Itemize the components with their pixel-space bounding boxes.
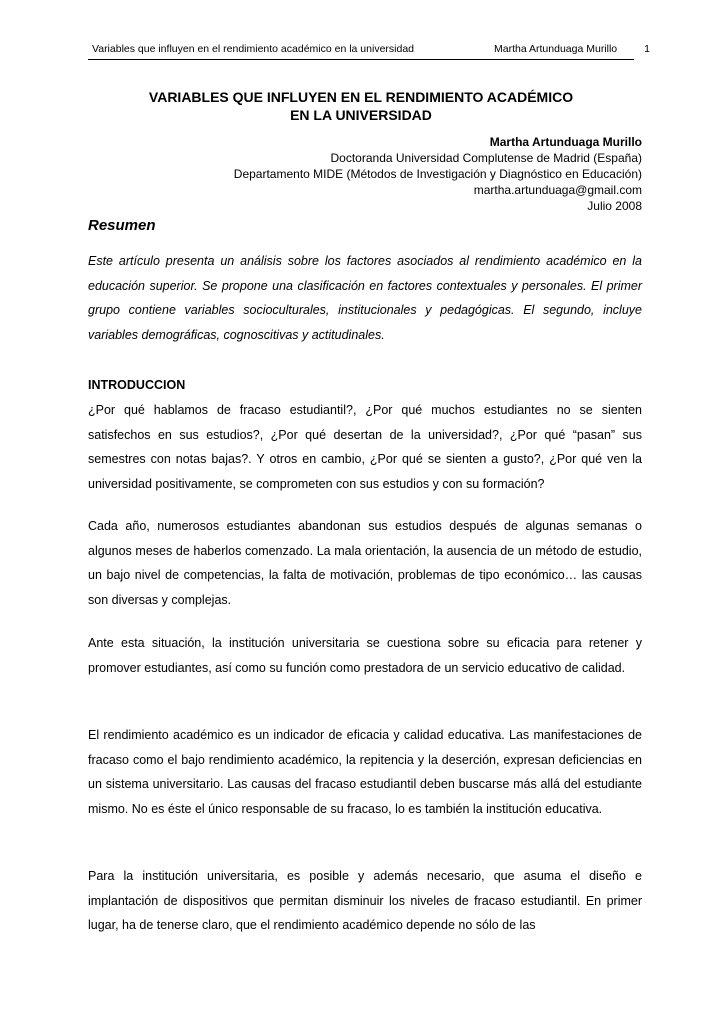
abstract-text: Este artículo presenta un análisis sobre los factores asociados al rendimiento académico en la educación superior. Se propone una clasificación en factores contextuales y personales. El primer grupo contiene variables socioculturales, institucionales y pedagógicas. El segundo, incluye variables demográficas, cognoscitivas y actitudinales. (88, 254, 642, 342)
author-name: Martha Artunduaga Murillo (489, 135, 642, 149)
running-title: Variables que influyen en el rendimiento académico en la universidad (92, 43, 415, 55)
paragraph: Para la institución universitaria, es posible y además necesario, que asuma el diseño e implantación de dispositivos que permitan disminuir los niveles de fracaso estudiantil. En primer lugar, ha de tenerse claro, que el rendimiento académico depende no sólo de las (88, 869, 642, 932)
publication-date: Julio 2008 (587, 199, 642, 213)
paragraph: El rendimiento académico es un indicador de eficacia y calidad educativa. Las manifestaciones de fracaso como el bajo rendimiento académico, la repitencia y la deserción, expresan deficiencias en un sistema universitario. Las causas del fracaso estudiantil deben buscarse más allá del estudiante mismo. No es éste el único responsable de su fracaso, lo es también la institución educativa. (88, 728, 642, 816)
paragraph: Ante esta situación, la institución universitaria se cuestiona sobre su eficacia para retener y promover estudiantes, así como su función como prestadora de un servicio educativo de calidad. (88, 636, 642, 675)
author-department: Departamento MIDE (Métodos de Investigación y Diagnóstico en Educación) (233, 167, 642, 181)
running-author: Martha Artunduaga Murillo (494, 43, 618, 55)
author-position: Doctoranda Universidad Complutense de Madrid (España) (330, 151, 642, 165)
header-rule (88, 59, 634, 60)
author-block (96, 134, 642, 214)
page-number: 1 (644, 43, 650, 55)
paragraph: Cada año, numerosos estudiantes abandonan sus estudios después de algunas semanas o algunos meses de haberlos comenzado. La mala orientación, la ausencia de un método de estudio, un bajo nivel de competencias, la falta de motivación, problemas de tipo económico… las causas son diversas y complejas. (88, 519, 642, 607)
abstract-heading: Resumen (88, 217, 156, 234)
paper-title (88, 88, 634, 124)
introduction-heading: INTRODUCCION (88, 378, 186, 392)
title-line-2: EN LA UNIVERSIDAD (290, 107, 432, 123)
author-email: martha.artunduaga@gmail.com (473, 183, 642, 197)
paragraph: ¿Por qué hablamos de fracaso estudiantil?, ¿Por qué muchos estudiantes no se sienten satisfechos en sus estudios?, ¿Por qué desertan de la universidad?, ¿Por qué “pasan” sus semestres con notas bajas?. Y otros en cambio, ¿Por qué se sienten a gusto?, ¿Por qué ven la universidad positivamente, se comprometen con sus estudios y con su formación? (88, 403, 642, 491)
title-line-1: VARIABLES QUE INFLUYEN EN EL RENDIMIENTO ACADÉMICO (148, 89, 574, 105)
